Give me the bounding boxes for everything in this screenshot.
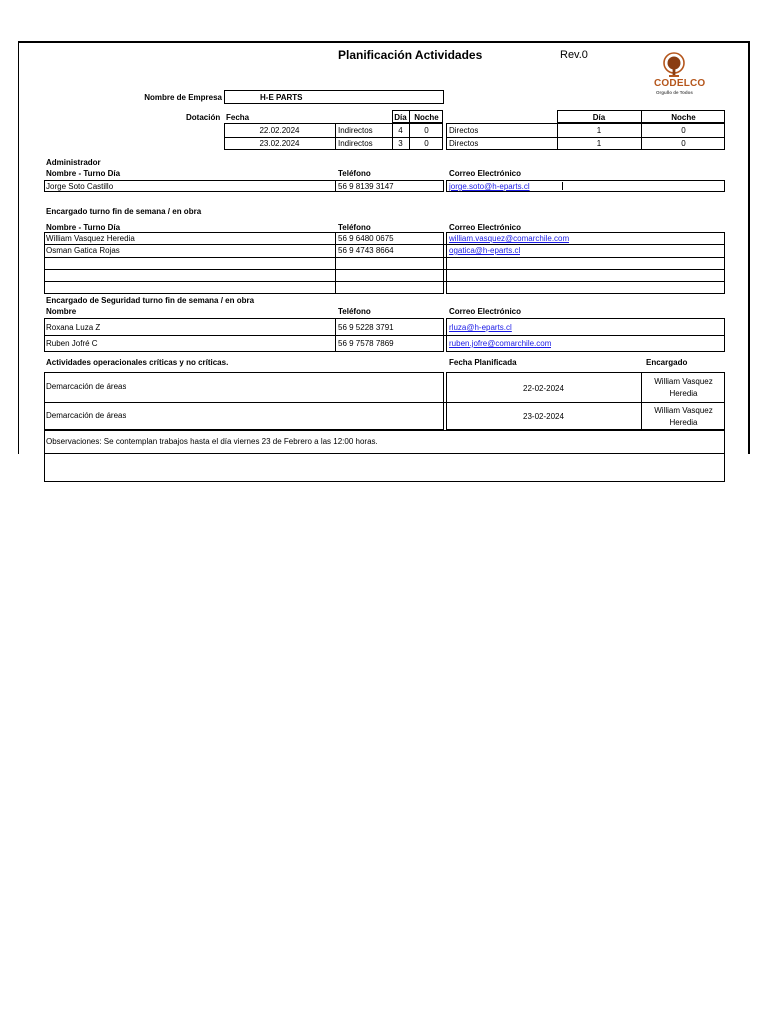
- frame-left-border: [18, 41, 19, 454]
- actividades-col-fecha: Fecha Planificada: [449, 358, 517, 367]
- logo-subtitle: Orgullo de Todos: [656, 90, 693, 95]
- seguridad-name-2: Ruben Jofré C: [46, 339, 98, 348]
- dotacion-fecha-1: 22.02.2024: [259, 126, 300, 135]
- frame-top-border: [18, 41, 749, 43]
- encargado-phone-1: 56 9 6480 0675: [338, 234, 394, 243]
- seguridad-col-email: Correo Electrónico: [449, 307, 522, 316]
- encargado-section-title: Encargado turno fin de semana / en obra: [46, 207, 202, 216]
- administrador-name: Jorge Soto Castillo: [46, 182, 114, 191]
- directos-dia-header: Día: [592, 113, 606, 122]
- administrador-col-name: Nombre - Turno Día: [46, 169, 121, 178]
- directos-noche-1: 0: [681, 126, 686, 135]
- encargado-col-email: Correo Electrónico: [449, 223, 522, 232]
- encargado-name-1: William Vasquez Heredia: [46, 234, 135, 243]
- directos-noche-header: Noche: [671, 113, 696, 122]
- administrador-email-link[interactable]: jorge.soto@h-eparts.cl: [449, 182, 530, 191]
- actividad-fecha-2: 23-02-2024: [523, 412, 564, 421]
- actividad-encargado-2a: William Vasquez: [654, 406, 713, 415]
- noche-header: Noche: [414, 113, 439, 122]
- actividad-encargado-1a: William Vasquez: [654, 377, 713, 386]
- encargado-phone-2: 56 9 4743 8664: [338, 246, 394, 255]
- encargado-col-name: Nombre - Turno Día: [46, 223, 121, 232]
- actividad-1: Demarcación de áreas: [46, 382, 127, 391]
- administrador-phone: 56 9 8139 3147: [338, 182, 394, 191]
- encargado-name-2: Osman Gatica Rojas: [46, 246, 120, 255]
- dotacion-indirectos-2: Indirectos: [338, 139, 373, 148]
- seguridad-phone-2: 56 9 7578 7869: [338, 339, 394, 348]
- directos-dia-1: 1: [596, 126, 602, 135]
- logo-text: CODELCO: [654, 78, 706, 89]
- actividad-encargado-1b: Heredia: [669, 389, 698, 398]
- dia-header: Día: [394, 113, 407, 122]
- company-field: [224, 90, 444, 104]
- encargado-email-1-link[interactable]: william.vasquez@comarchile.com: [449, 234, 570, 243]
- company-value: H-E PARTS: [260, 93, 303, 102]
- text-cursor: [562, 182, 563, 190]
- seguridad-col-phone: Teléfono: [338, 307, 371, 316]
- seguridad-name-1: Roxana Luza Z: [46, 323, 101, 332]
- revision-label: Rev.0: [560, 49, 588, 61]
- actividad-2: Demarcación de áreas: [46, 411, 127, 420]
- frame-right-border: [748, 41, 750, 454]
- dotacion-fecha-2: 23.02.2024: [259, 139, 300, 148]
- dotacion-label: Dotación: [186, 113, 221, 122]
- actividad-fecha-1: 22-02-2024: [523, 384, 564, 393]
- encargado-col-phone: Teléfono: [338, 223, 371, 232]
- dotacion-dia-2: 3: [398, 139, 403, 148]
- administrador-section-title: Administrador: [46, 158, 101, 167]
- directos-label-2: Directos: [449, 139, 479, 148]
- administrador-col-phone: Teléfono: [338, 169, 371, 178]
- seguridad-email-2-link[interactable]: ruben.jofre@comarchile.com: [449, 339, 552, 348]
- directos-noche-2: 0: [681, 139, 686, 148]
- administrador-col-email: Correo Electrónico: [449, 169, 522, 178]
- seguridad-section-title: Encargado de Seguridad turno fin de semana / en obra: [46, 296, 255, 305]
- seguridad-email-1-link[interactable]: rluza@h-eparts.cl: [449, 323, 512, 332]
- codelco-logo: [644, 52, 704, 98]
- dotacion-dia-1: 4: [398, 126, 403, 135]
- actividades-col-encargado: Encargado: [646, 358, 688, 367]
- fecha-header: Fecha: [226, 113, 250, 122]
- seguridad-col-name: Nombre: [46, 307, 77, 316]
- company-label: Nombre de Empresa: [144, 93, 222, 102]
- dotacion-indirectos-1: Indirectos: [338, 126, 373, 135]
- encargado-email-2-link[interactable]: ogatica@h-eparts.cl: [449, 246, 521, 255]
- observaciones-text: Observaciones: Se contemplan trabajos hasta el día viernes 23 de Febrero a las 12:00 horas.: [46, 437, 378, 446]
- dotacion-noche-1: 0: [424, 126, 429, 135]
- actividades-section-title: Actividades operacionales críticas y no críticas.: [46, 358, 229, 367]
- seguridad-phone-1: 56 9 5228 3791: [338, 323, 394, 332]
- dotacion-noche-2: 0: [424, 139, 429, 148]
- directos-label-1: Directos: [449, 126, 479, 135]
- directos-dia-2: 1: [596, 139, 602, 148]
- page-title: Planificación Actividades: [338, 48, 483, 62]
- actividad-encargado-2b: Heredia: [669, 418, 698, 427]
